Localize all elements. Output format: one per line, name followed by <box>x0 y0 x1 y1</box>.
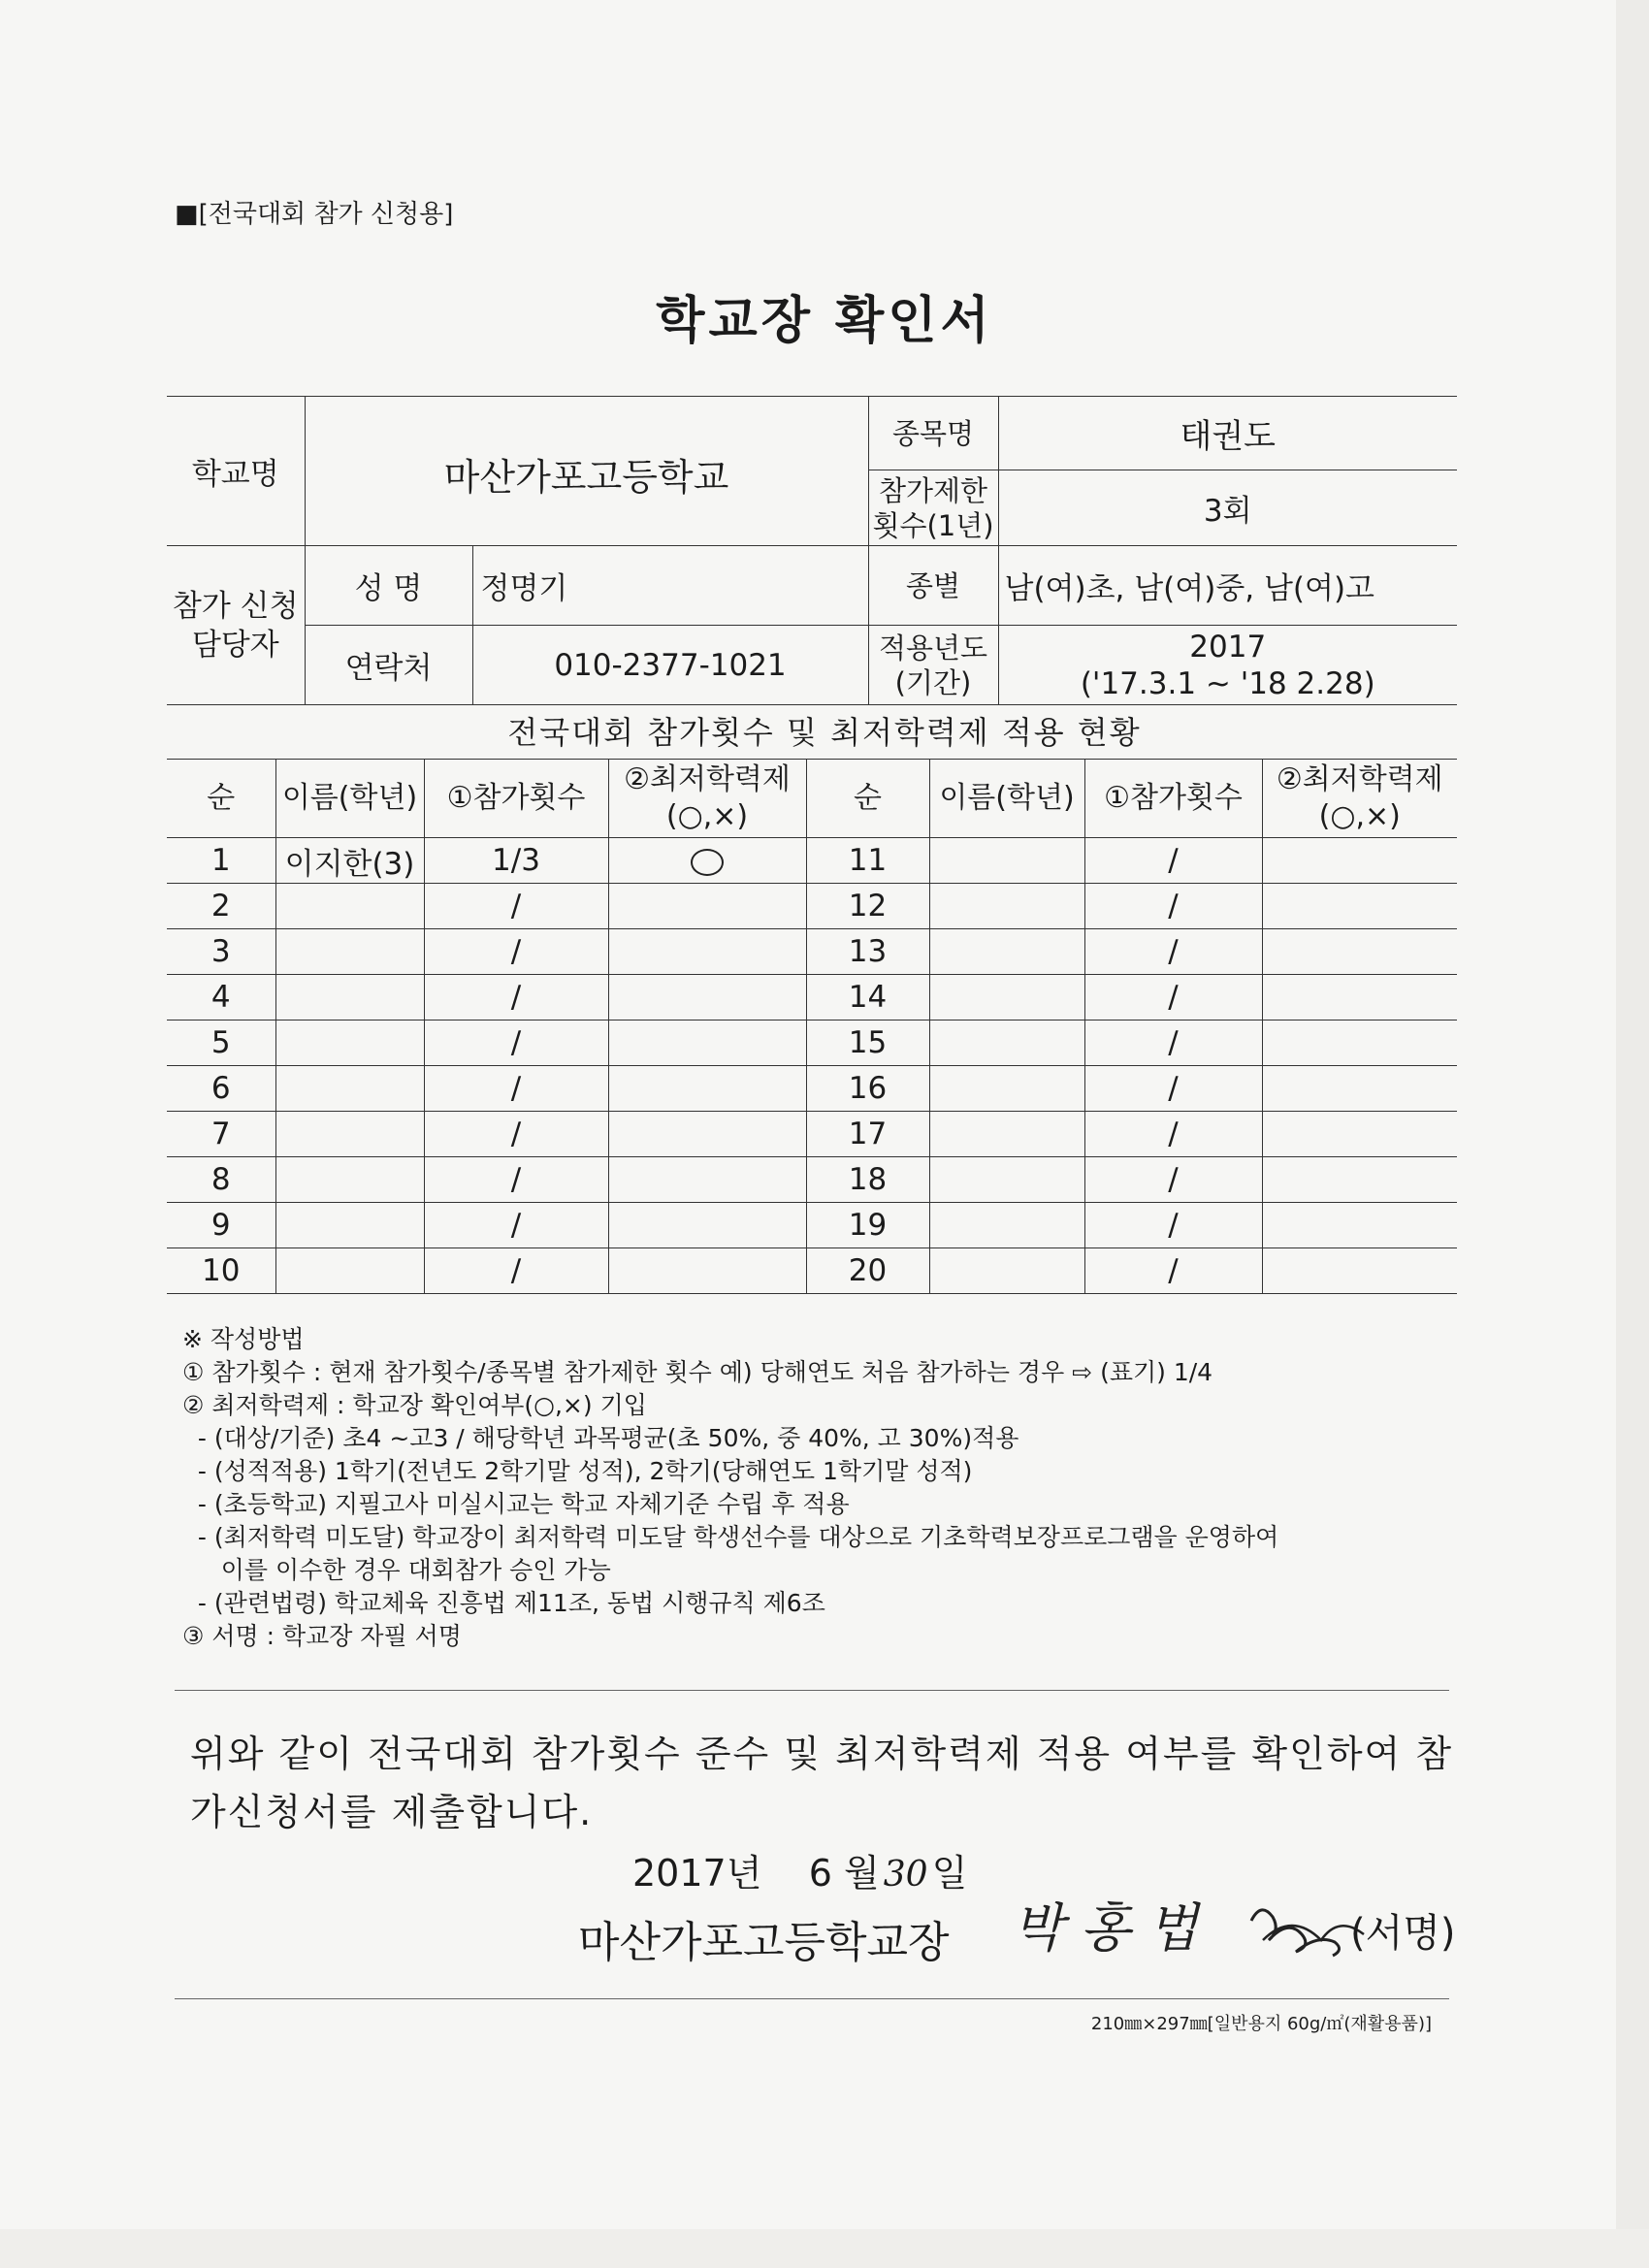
date-year: 2017년 <box>632 1852 762 1895</box>
table-row <box>167 838 1457 884</box>
header-name: 이름(학년) <box>929 760 1084 838</box>
header-count: ①참가횟수 <box>424 760 608 838</box>
row-count: / <box>424 929 608 975</box>
header-min-academic: ②최저학력제 (○,×) <box>1262 760 1457 838</box>
row-count: / <box>1084 1066 1262 1112</box>
row-name <box>929 975 1084 1021</box>
note-line: - (초등학교) 지필고사 미실시교는 학교 자체기준 수립 후 적용 <box>182 1490 850 1518</box>
instructions <box>182 1323 1472 1653</box>
row-mark <box>1262 838 1457 884</box>
note-line: ② 최저학력제 : 학교장 확인여부(○,×) 기입 <box>182 1391 647 1419</box>
row-mark <box>608 838 806 884</box>
category-label: 종별 <box>868 546 998 626</box>
signer-row <box>578 1907 950 1969</box>
row-mark <box>608 884 806 929</box>
row-no: 15 <box>806 1021 929 1066</box>
note-line: ① 참가횟수 : 현재 참가횟수/종목별 참가제한 횟수 예) 당해연도 처음 참가하는 경우 ⇨ (표기) 1/4 <box>182 1358 1213 1386</box>
row-name <box>275 1066 424 1112</box>
row-name <box>275 1157 424 1203</box>
row-mark <box>608 929 806 975</box>
signer-title: 마산가포고등학교장 <box>578 1918 950 1967</box>
row-name <box>275 929 424 975</box>
row-name <box>929 1112 1084 1157</box>
row-mark <box>1262 1112 1457 1157</box>
table-row <box>167 975 1457 1021</box>
date-month: 6 <box>808 1852 832 1895</box>
year-cell <box>998 626 1457 705</box>
row-no: 4 <box>167 975 275 1021</box>
document-title: 학교장 확인서 <box>656 292 993 350</box>
row-no: 18 <box>806 1157 929 1203</box>
note-line: ③ 서명 : 학교장 자필 서명 <box>182 1622 462 1650</box>
row-count: 1/3 <box>424 838 608 884</box>
handwritten-signature <box>1009 1892 1455 1973</box>
row-no: 20 <box>806 1248 929 1294</box>
row-mark <box>1262 1248 1457 1294</box>
row-no: 10 <box>167 1248 275 1294</box>
event-label: 종목명 <box>868 397 998 470</box>
row-count: / <box>1084 1157 1262 1203</box>
row-no: 11 <box>806 838 929 884</box>
name-value: 정명기 <box>472 546 868 626</box>
row-no: 19 <box>806 1203 929 1248</box>
row-name <box>929 838 1084 884</box>
row-name <box>275 1112 424 1157</box>
note-line: 이를 이수한 경우 대회참가 승인 가능 <box>182 1556 611 1584</box>
phone-label: 연락처 <box>305 626 472 705</box>
row-no: 5 <box>167 1021 275 1066</box>
school-name: 마산가포고등학교 <box>305 397 868 546</box>
row-name <box>929 1248 1084 1294</box>
row-no: 13 <box>806 929 929 975</box>
school-label: 학교명 <box>167 397 305 546</box>
table-row <box>167 1248 1457 1294</box>
note-line: - (대상/기준) 초4 ~고3 / 해당학년 과목평균(초 50%, 중 40%, 고 30%)적용 <box>182 1424 1019 1452</box>
table-row <box>167 1157 1457 1203</box>
row-mark <box>608 1248 806 1294</box>
row-count: / <box>1084 975 1262 1021</box>
name-label: 성 명 <box>305 546 472 626</box>
row-count: / <box>1084 1203 1262 1248</box>
row-count: / <box>424 1021 608 1066</box>
row-no: 7 <box>167 1112 275 1157</box>
header-count: ①참가횟수 <box>1084 760 1262 838</box>
table-row <box>167 1021 1457 1066</box>
header-name: 이름(학년) <box>275 760 424 838</box>
row-no: 9 <box>167 1203 275 1248</box>
row-name <box>275 884 424 929</box>
status-title: 전국대회 참가횟수 및 최저학력제 적용 현황 <box>507 714 1142 751</box>
row-mark <box>608 1112 806 1157</box>
row-no: 12 <box>806 884 929 929</box>
row-name <box>275 1248 424 1294</box>
year-label: 적용년도 (기간) <box>868 626 998 705</box>
header-no: 순 <box>167 760 275 838</box>
table-row <box>167 1203 1457 1248</box>
row-name <box>275 1203 424 1248</box>
event-value: 태권도 <box>998 397 1457 470</box>
category-value: 남(여)초, 남(여)중, 남(여)고 <box>998 546 1457 626</box>
row-name <box>929 1157 1084 1203</box>
row-mark <box>608 1203 806 1248</box>
row-count: / <box>1084 884 1262 929</box>
table-row <box>167 1112 1457 1157</box>
row-no: 2 <box>167 884 275 929</box>
date-day: 30 <box>883 1855 928 1895</box>
status-header-row <box>167 760 1457 838</box>
row-mark <box>1262 1203 1457 1248</box>
row-mark <box>1262 1157 1457 1203</box>
row-mark <box>1262 929 1457 975</box>
date-day-unit: 일 <box>931 1852 968 1895</box>
note-line: - (성적적용) 1학기(전년도 2학기말 성적), 2학기(당해연도 1학기말 성적) <box>182 1457 973 1485</box>
divider <box>175 1998 1449 1999</box>
row-count: / <box>1084 1112 1262 1157</box>
header-no: 순 <box>806 760 929 838</box>
table-row <box>167 884 1457 929</box>
row-mark <box>1262 1021 1457 1066</box>
note-line: - (최저학력 미도달) 학교장이 최저학력 미도달 학생선수를 대상으로 기초학력보장프로그램을 운영하여 <box>182 1523 1279 1551</box>
submission-date <box>632 1843 967 1896</box>
row-count: / <box>1084 929 1262 975</box>
row-count: / <box>424 975 608 1021</box>
period-value: ('17.3.1 ~ '18 2.28) <box>1080 665 1375 701</box>
row-name <box>929 1066 1084 1112</box>
limit-value: 3회 <box>998 470 1457 546</box>
row-no: 14 <box>806 975 929 1021</box>
row-no: 8 <box>167 1157 275 1203</box>
row-name <box>929 1021 1084 1066</box>
row-no: 3 <box>167 929 275 975</box>
note-line: ※ 작성방법 <box>182 1325 305 1353</box>
divider <box>175 1690 1449 1691</box>
row-name: 이지한(3) <box>275 838 424 884</box>
row-no: 17 <box>806 1112 929 1157</box>
paper-spec: 210㎜×297㎜[일반용지 60g/㎡(재활용품)] <box>1090 2014 1432 2034</box>
phone-value: 010-2377-1021 <box>472 626 868 705</box>
row-mark <box>1262 884 1457 929</box>
row-mark <box>608 1021 806 1066</box>
row-name <box>275 975 424 1021</box>
table-row <box>167 1066 1457 1112</box>
note-line: - (관련법령) 학교체육 진흥법 제11조, 동법 시행규칙 제6조 <box>182 1589 825 1617</box>
scan-edge-bottom <box>0 2229 1649 2268</box>
row-count: / <box>424 1203 608 1248</box>
row-name <box>929 884 1084 929</box>
row-name <box>929 1203 1084 1248</box>
sign-suffix: (서명) <box>1350 1911 1455 1956</box>
row-count: / <box>424 884 608 929</box>
row-count: / <box>424 1248 608 1294</box>
row-name <box>929 929 1084 975</box>
signer-name: 박 홍 법 <box>1013 1897 1198 1959</box>
row-count: / <box>424 1157 608 1203</box>
row-count: / <box>1084 838 1262 884</box>
row-count: / <box>1084 1021 1262 1066</box>
row-mark <box>608 1066 806 1112</box>
row-count: / <box>1084 1248 1262 1294</box>
row-mark <box>1262 1066 1457 1112</box>
row-no: 1 <box>167 838 275 884</box>
row-count: / <box>424 1066 608 1112</box>
year-value: 2017 <box>1189 629 1267 664</box>
info-table <box>167 396 1457 705</box>
status-table <box>167 759 1457 1294</box>
row-mark <box>608 1157 806 1203</box>
row-no: 16 <box>806 1066 929 1112</box>
confirmation-statement: 위와 같이 전국대회 참가횟수 준수 및 최저학력제 적용 여부를 확인하여 참가신청서를 제출합니다. <box>190 1733 1454 1833</box>
row-mark <box>1262 975 1457 1021</box>
row-no: 6 <box>167 1066 275 1112</box>
date-month-unit: 월 <box>844 1852 880 1895</box>
table-row <box>167 929 1457 975</box>
row-count: / <box>424 1112 608 1157</box>
limit-label: 참가제한 횟수(1년) <box>868 470 998 546</box>
signature-graphic <box>1009 1892 1455 1969</box>
row-name <box>275 1021 424 1066</box>
row-mark <box>608 975 806 1021</box>
header-min-academic: ②최저학력제 (○,×) <box>608 760 806 838</box>
form-tag: ■[전국대회 참가 신청용] <box>175 200 454 229</box>
circle-mark-icon <box>691 849 724 876</box>
contact-group-label: 참가 신청 담당자 <box>167 546 305 705</box>
